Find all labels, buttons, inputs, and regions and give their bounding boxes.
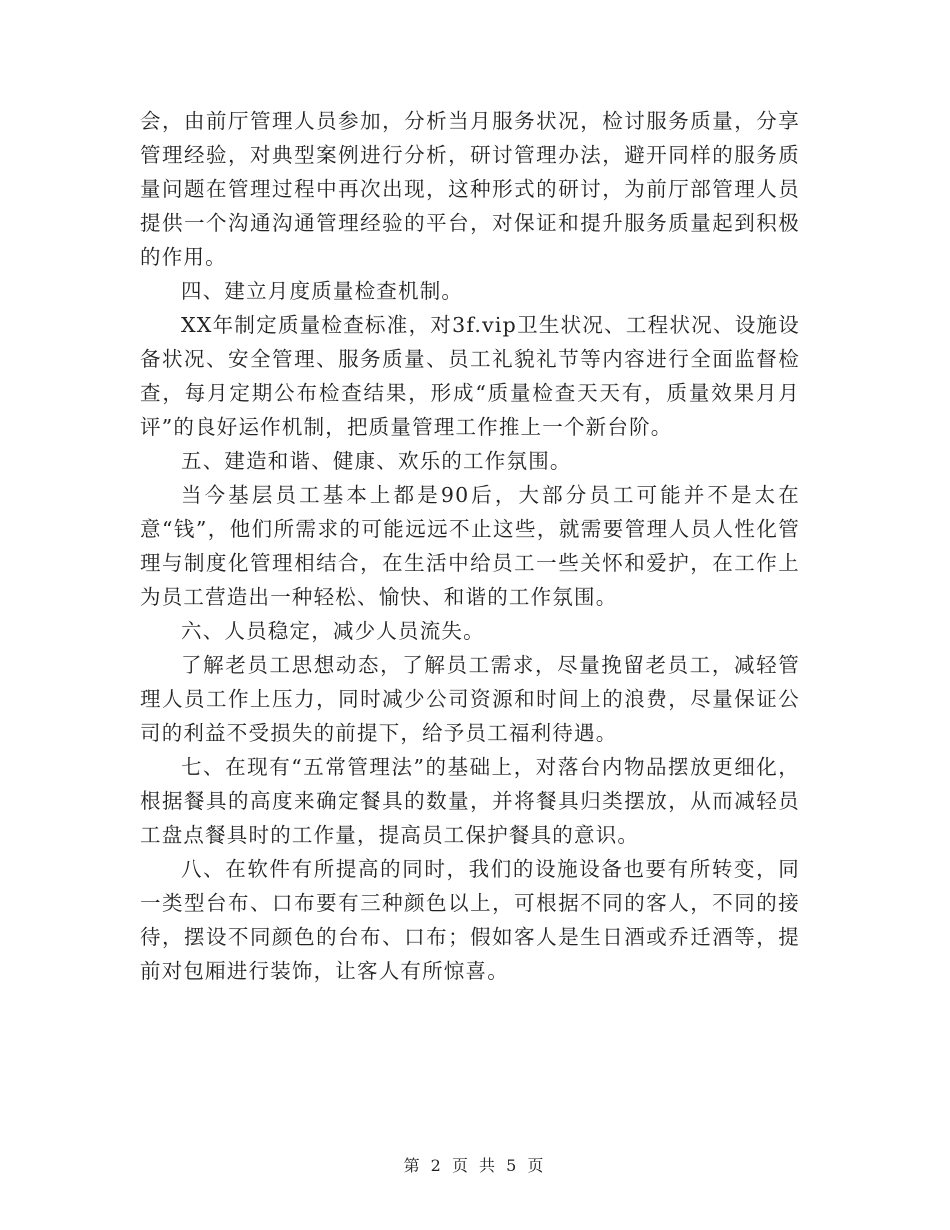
paragraph-five-s-management: 七、在现有“五常管理法”的基础上，对落台内物品摆放更细化，根据餐具的高度来确定餐具的数量，并将餐具归类摆放，从而减轻员工盘点餐具时的工作量，提高员工保护餐具的意识。 xyxy=(140,755,800,847)
section-heading-5: 五、建造和谐、健康、欢乐的工作氛围。 xyxy=(181,449,572,473)
paragraph-continuation: 会，由前厅管理人员参加，分析当月服务状况，检讨服务质量，分享管理经验，对典型案例进行分析，研讨管理办法，避开同样的服务质量问题在管理过程中再次出现，这种形式的研讨，为前厅部管理人员提供一个沟通沟通管理经验的平台，对保证和提升服务质量起到积极的作用。 xyxy=(140,109,800,269)
section-heading-6: 六、人员稳定，减少人员流失。 xyxy=(181,619,485,643)
section-heading-4: 四、建立月度质量检查机制。 xyxy=(181,279,464,303)
document-body xyxy=(140,104,800,988)
page-number-footer: 第 2 页 共 5 页 xyxy=(403,1156,547,1175)
paragraph-staff-stability: 了解老员工思想动态，了解员工需求，尽量挽留老员工，减轻管理人员工作上压力，同时减少公司资源和时间上的浪费，尽量保证公司的利益不受损失的前提下，给予员工福利待遇。 xyxy=(140,653,800,745)
paragraph-work-atmosphere: 当今基层员工基本上都是90后，大部分员工可能并不是太在意“钱”，他们所需求的可能远远不止这些，就需要管理人员人性化管理与制度化管理相结合，在生活中给员工一些关怀和爱护，在工作上为员工营造出一种轻松、愉快、和谐的工作氛围。 xyxy=(140,483,800,609)
paragraph-facility-upgrade: 八、在软件有所提高的同时，我们的设施设备也要有所转变，同一类型台布、口布要有三种颜色以上，可根据不同的客人，不同的接待，摆设不同颜色的台布、口布；假如客人是生日酒或乔迁酒等，提前对包厢进行装饰，让客人有所惊喜。 xyxy=(140,857,800,983)
paragraph-quality-check: XX年制定质量检查标准，对3f.vip卫生状况、工程状况、设施设备状况、安全管理、服务质量、员工礼貌礼节等内容进行全面监督检查，每月定期公布检查结果，形成“质量检查天天有，质量效果月月评”的良好运作机制，把质量管理工作推上一个新台阶。 xyxy=(140,313,800,439)
